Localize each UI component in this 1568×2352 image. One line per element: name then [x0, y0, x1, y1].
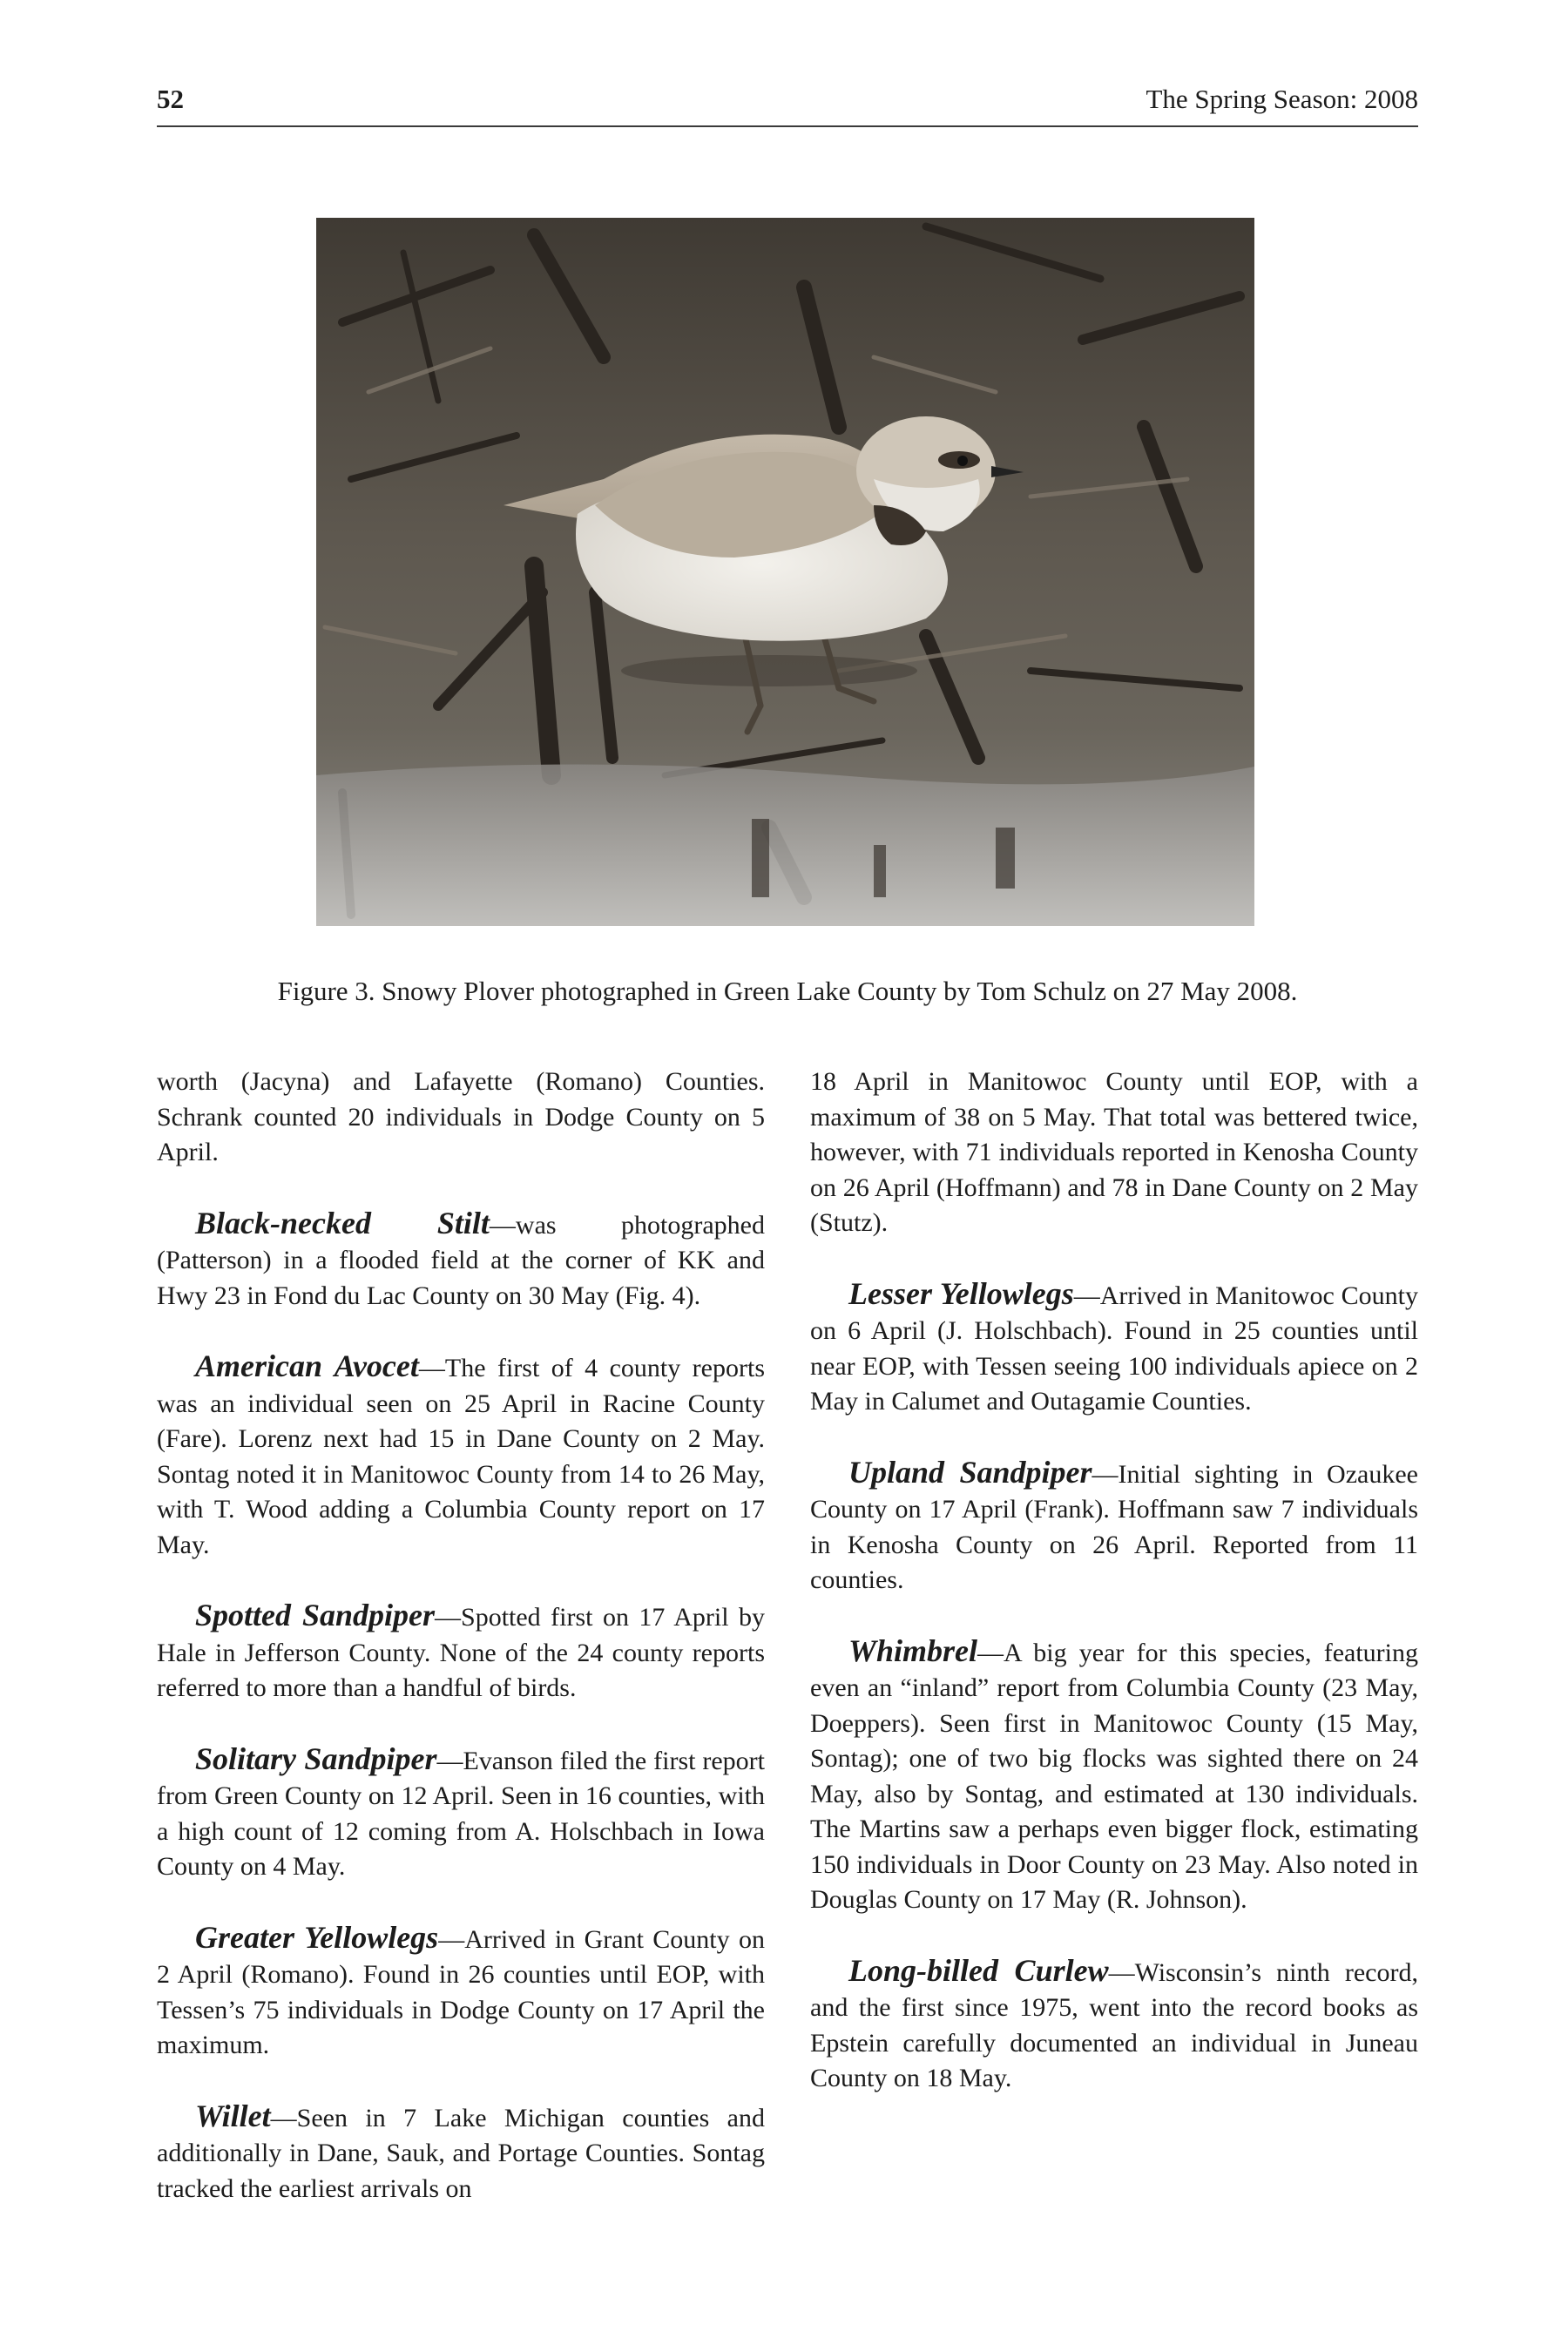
- species-name: Spotted Sandpiper: [195, 1598, 436, 1632]
- left-continuation: worth (Jacyna) and Lafayette (Romano) Counties. Schrank counted 20 individuals in Dodge County on 5 April.: [157, 1067, 765, 1166]
- species-name: Greater Yellowlegs: [195, 1919, 439, 1955]
- species-entry: [157, 1206, 765, 1315]
- page-number: 52: [157, 84, 184, 114]
- species-text: —The first of 4 county reports was an individual seen on 25 April in Racine County (Fare). Lorenz next had 15 in Dane County on 2 May. Sontag noted it in Manitowoc County from 14 to 26 May, with T. Wood adding a Columbia County report on 17 May.: [157, 1354, 765, 1559]
- species-text: —Evanson filed the first report from Green County on 12 April. Seen in 16 counties, with a high count of 12 coming from A. Holschbach in Iowa County on 4 May.: [157, 1746, 765, 1881]
- species-entry: [157, 1348, 765, 1563]
- species-entry: [157, 2099, 765, 2207]
- species-name: Upland Sandpiper: [848, 1454, 1092, 1490]
- snowy-plover-photo: [316, 218, 1254, 926]
- species-entry: [157, 1920, 765, 2064]
- figure-caption: Figure 3. Snowy Plover photographed in Green Lake County by Tom Schulz on 27 May 2008.: [277, 976, 1298, 1006]
- snowy-plover-illustration: [316, 218, 1254, 926]
- species-text: —Seen in 7 Lake Michigan counties and additionally in Dane, Sauk, and Portage Counties. Sontag tracked the earliest arrivals on: [157, 2103, 765, 2203]
- species-text: —A big year for this species, featuring even an “inland” report from Columbia County (23 May, Doeppers). Seen first in Manitowoc County (15 May, Sontag); one of two big flocks was sighted there on 24 May, also by Sontag, and estimated at 130 individuals. The Martins saw a perhaps even bigger flock, estimating 150 individuals in Door County on 23 May. Also noted in Douglas County on 17 May (R. Johnson).: [810, 1638, 1418, 1914]
- right-column: [810, 1064, 1418, 2132]
- species-entry: [810, 1276, 1418, 1420]
- species-name: Black-necked Stilt: [195, 1205, 490, 1240]
- right-continuation: 18 April in Manitowoc County until EOP, with a maximum of 38 on 5 May. That total was bettered twice, however, with 71 individuals reported in Kenosha County on 26 April (Hoffmann) and 78 in Dane County on 2 May (Stutz).: [810, 1067, 1418, 1237]
- running-title: The Spring Season: 2008: [1146, 84, 1418, 114]
- species-entry: [157, 1741, 765, 1885]
- species-name: Solitary Sandpiper: [195, 1740, 437, 1776]
- species-name: Willet: [195, 2098, 271, 2133]
- species-name: American Avocet: [195, 1348, 419, 1383]
- species-entry: [810, 1633, 1418, 1918]
- species-text: —Initial sighting in Ozaukee County on 17 April (Frank). Hoffmann saw 7 individuals in Kenosha County on 26 April. Reported from 11 counties.: [810, 1459, 1418, 1594]
- species-entry: [810, 1455, 1418, 1598]
- page-header: [157, 84, 1418, 127]
- species-name: Whimbrel: [848, 1632, 978, 1668]
- species-text: —Arrived in Manitowoc County on 6 April (J. Holschbach). Found in 25 counties until near EOP, with Tessen seeing 100 individuals apiece on 2 May in Calumet and Outagamie Counties.: [810, 1281, 1418, 1416]
- species-entry: [810, 1953, 1418, 2097]
- species-text: —Spotted first on 17 April by Hale in Jefferson County. None of the 24 county reports referred to more than a handful of birds.: [157, 1603, 765, 1702]
- species-name: Long-billed Curlew: [848, 1952, 1109, 1988]
- species-name: Lesser Yellowlegs: [848, 1275, 1074, 1311]
- species-entry: [157, 1598, 765, 1707]
- species-text: —Wisconsin’s ninth record, and the first since 1975, went into the record books as Epstein carefully documented an individual in Juneau County on 18 May.: [810, 1957, 1418, 2092]
- species-text: —Arrived in Grant County on 2 April (Romano). Found in 26 counties until EOP, with Tessen’s 75 individuals in Dodge County on 17 April the maximum.: [157, 1924, 766, 2059]
- species-text: —was photographed (Patterson) in a flooded field at the corner of KK and Hwy 23 in Fond du Lac County on 30 May (Fig. 4).: [157, 1210, 765, 1310]
- left-column: [157, 1064, 765, 2241]
